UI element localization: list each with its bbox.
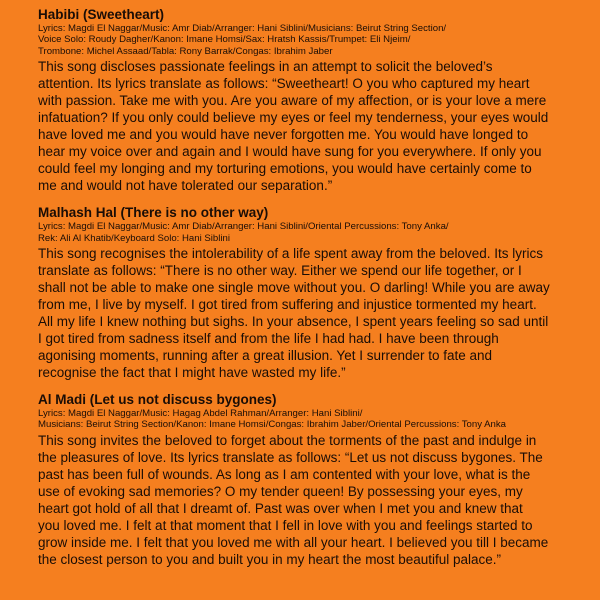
description-line: hear my voice over and again and I would have sung for you everywhere. If only you (38, 144, 542, 160)
description-line: agonising moments, running after a great illusion. Yet I surrender to fate and (38, 348, 493, 364)
description-line: translate as follows: “There is no other way. Either we spend our life together, or I (38, 263, 522, 279)
credits-line: Musicians: Beirut String Section/Kanon: Imane Homsi/Congas: Ibrahim Jaber/Oriental Percussions: Tony Anka (38, 419, 507, 431)
credits-line: Lyrics: Magdi El Naggar/Music: Hagag Abdel Rahman/Arranger: Hani Siblini/ (38, 408, 363, 420)
song-title: Malhash Hal (There is no other way) (38, 205, 269, 221)
credits-line: Rek: Ali Al Khatib/Keyboard Solo: Hani Siblini (38, 232, 230, 244)
description-line: infatuation? If you only could believe my eyes or feel my tenderness, your eyes would (38, 110, 549, 126)
song-description (38, 58, 584, 194)
description-line: recognise the fact that I might have wasted my life.” (38, 365, 346, 381)
description-line: This song invites the beloved to forget about the torments of the past and indulge in (38, 432, 537, 448)
credits-line: Voice Solo: Roudy Dagher/Kanon: Imane Homsi/Sax: Hratsh Kassis/Trumpet: Eli Njeim/ (38, 34, 411, 46)
description-line: me and would not have tolerated our separation.” (38, 178, 333, 194)
description-line: This song discloses passionate feelings in an attempt to solicit the beloved’s (38, 59, 493, 75)
song-description (38, 245, 584, 381)
credits-line: Lyrics: Magdi El Naggar/Music: Amr Diab/Arranger: Hani Siblini/Musicians: Beirut String Section/ (38, 23, 447, 34)
description-line: This song recognises the intolerability of a life spent away from the beloved. Its lyrics (38, 246, 543, 262)
song-credits (38, 23, 584, 57)
song-al-madi (38, 391, 584, 568)
song-credits (38, 221, 584, 244)
description-line: have loved me and you would have never forgotten me. You would have longed to (38, 127, 529, 143)
song-description (38, 432, 584, 568)
description-line: shall not be able to make one single move without you. O darling! While you are away (38, 280, 550, 296)
song-title: Al Madi (Let us not discuss bygones) (38, 392, 277, 408)
description-line: attention. Its lyrics translate as follows: “Sweetheart! O you who captured my heart (38, 76, 530, 92)
song-malhash-hal (38, 204, 584, 381)
description-line: heart got hold of all that I dreamt of. Past was over when I met you and knew that (38, 500, 523, 516)
song-habibi (38, 6, 584, 194)
description-line: from me, I live by myself. I got tired from suffering and injustice tormented my heart. (38, 297, 537, 313)
description-line: you loved me. I felt at that moment that I fell in love with you and feelings started to (38, 517, 533, 533)
description-line: the pleasures of love. Its lyrics translate as follows: “Let us not discuss bygones. The (38, 449, 543, 465)
description-line: could feel my longing and my torturing emotions, you would have certainly come to (38, 161, 532, 177)
description-line: I got tired from sadness itself and from the life I had had. I have been through (38, 331, 499, 347)
song-credits (38, 408, 584, 431)
description-line: All my life I knew nothing but sighs. In your absence, I spent years feeling so sad until (38, 314, 549, 330)
description-line: the closest person to you and built you in my heart the most beautiful palace.” (38, 551, 502, 567)
description-line: past has been full of wounds. As long as I am contented with your love, what is the (38, 466, 531, 482)
description-line: with passion. Take me with you. Are you aware of my affection, or is your love a mere (38, 93, 547, 109)
credits-line: Lyrics: Magdi El Naggar/Music: Amr Diab/Arranger: Hani Siblini/Oriental Percussions: Tony Anka/ (38, 221, 449, 233)
description-line: grow inside me. I felt that you loved me with all your heart. I believed you till I became (38, 534, 549, 550)
description-line: use of evoking sad memories? O my tender queen! By possessing your eyes, my (38, 483, 523, 499)
song-title: Habibi (Sweetheart) (38, 7, 165, 22)
credits-line: Trombone: Michel Assaad/Tabla: Rony Barrak/Congas: Ibrahim Jaber (38, 45, 333, 57)
